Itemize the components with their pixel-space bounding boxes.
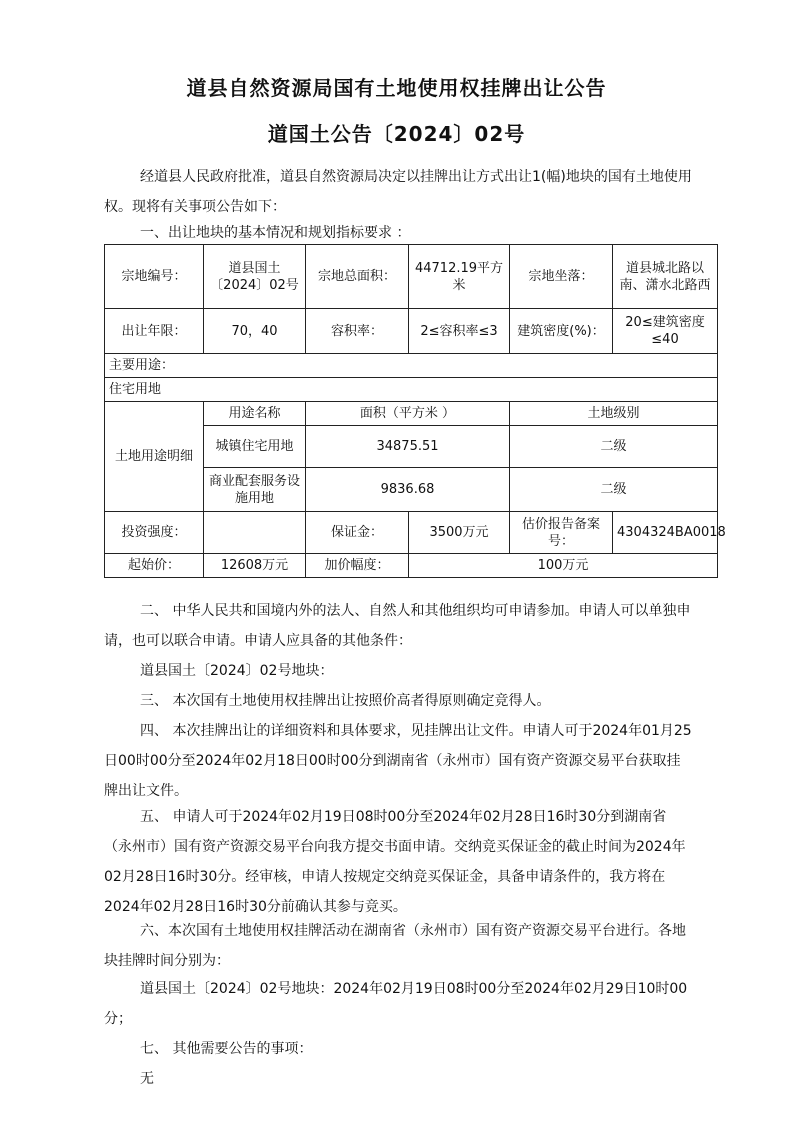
section-6-paragraph xyxy=(104,916,694,976)
section-5-paragraph xyxy=(104,802,694,922)
investment-label: 投资强度： xyxy=(105,512,204,554)
section-7-text: 七、 其他需要公告的事项： xyxy=(140,1041,313,1057)
section-4-paragraph xyxy=(104,716,694,806)
location-label: 宗地坐落： xyxy=(510,245,613,309)
table-row xyxy=(105,402,718,426)
land-info-table xyxy=(104,244,726,578)
detail-use-area: 34875.51 xyxy=(306,426,510,468)
main-use-label: 主要用途： xyxy=(105,354,718,378)
intro-paragraph xyxy=(104,162,694,222)
table-row xyxy=(105,354,718,378)
detail-header-area: 面积（平方米 ） xyxy=(306,402,510,426)
increment-label: 加价幅度： xyxy=(306,554,409,578)
section-6-text: 六、本次国有土地使用权挂牌活动在湖南省（永州市）国有资产资源交易平台进行。各地块挂牌时间分别为： xyxy=(104,923,686,969)
section-7-value xyxy=(104,1064,694,1094)
term-value: 70，40 xyxy=(204,309,306,354)
detail-use-area: 9836.68 xyxy=(306,468,510,512)
density-label: 建筑密度(%)： xyxy=(510,309,613,354)
section-2-item-text: 道县国土〔2024〕02号地块： xyxy=(140,663,334,679)
section-5-text: 五、 申请人可于2024年02月19日08时00分至2024年02月28日16时30分到湖南省（永州市）国有资产资源交易平台向我方提交书面申请。交纳竞买保证金的截止时间为2024年02月28日16时30分。经审核，申请人按规定交纳竞买保证金，具备申请条件的，我方将在2024年02月28日16时30分前确认其参与竞买。 xyxy=(104,809,686,915)
total-area-value: 44712.19平方米 xyxy=(409,245,510,309)
detail-header-name: 用途名称 xyxy=(204,402,306,426)
table-row xyxy=(105,378,718,402)
density-value: 20≤建筑密度≤40 xyxy=(613,309,718,354)
far-value: 2≤容积率≤3 xyxy=(409,309,510,354)
term-label: 出让年限： xyxy=(105,309,204,354)
intro-text: 经道县人民政府批准，道县自然资源局决定以挂牌出让方式出让1(幅)地块的国有土地使用权。现将有关事项公告如下： xyxy=(104,169,692,215)
deposit-value: 3500万元 xyxy=(409,512,510,554)
table-row xyxy=(105,512,718,554)
section-6-item xyxy=(104,974,694,1034)
increment-value: 100万元 xyxy=(409,554,718,578)
main-use-value: 住宅用地 xyxy=(105,378,718,402)
deposit-label: 保证金： xyxy=(306,512,409,554)
valuation-report-value: 4304324BA0018 xyxy=(613,512,718,554)
start-price-label: 起始价： xyxy=(105,554,204,578)
section-3-text: 三、 本次国有土地使用权挂牌出让按照价高者得原则确定竞得人。 xyxy=(140,693,551,709)
section-2-paragraph xyxy=(104,596,694,656)
document-number: 道国土公告〔2024〕02号 xyxy=(267,122,526,146)
detail-header-grade: 土地级别 xyxy=(510,402,718,426)
detail-use-name: 商业配套服务设施用地 xyxy=(204,468,306,512)
location-value: 道县城北路以南、潇水北路西 xyxy=(613,245,718,309)
total-area-label: 宗地总面积： xyxy=(306,245,409,309)
valuation-report-label: 估价报告备案号： xyxy=(510,512,613,554)
section-2-item xyxy=(104,656,694,686)
detail-use-grade: 二级 xyxy=(510,468,718,512)
document-title: 道县自然资源局国有土地使用权挂牌出让公告 xyxy=(186,76,607,100)
section-7-value-text: 无 xyxy=(140,1071,154,1087)
table-row xyxy=(105,245,718,309)
section-7-paragraph xyxy=(104,1034,694,1064)
detail-use-grade: 二级 xyxy=(510,426,718,468)
far-label: 容积率： xyxy=(306,309,409,354)
detail-use-name: 城镇住宅用地 xyxy=(204,426,306,468)
table-row xyxy=(105,309,718,354)
section-4-text: 四、 本次挂牌出让的详细资料和具体要求，见挂牌出让文件。申请人可于2024年01月25日00时00分至2024年02月18日00时00分到湖南省（永州市）国有资产资源交易平台获取挂牌出让文件。 xyxy=(104,723,692,799)
table-row xyxy=(105,554,718,578)
start-price-value: 12608万元 xyxy=(204,554,306,578)
parcel-code-value: 道县国土〔2024〕02号 xyxy=(204,245,306,309)
section-6-item-text: 道县国土〔2024〕02号地块：2024年02月19日08时00分至2024年02月29日10时00分； xyxy=(104,981,688,1027)
investment-value xyxy=(204,512,306,554)
section-2-text: 二、 中华人民共和国境内外的法人、自然人和其他组织均可申请参加。申请人可以单独申请，也可以联合申请。申请人应具备的其他条件： xyxy=(104,603,691,649)
section-1-text: 一、出让地块的基本情况和规划指标要求 ： xyxy=(140,225,411,241)
land-use-detail-label: 土地用途明细 xyxy=(105,402,204,512)
parcel-code-label: 宗地编号： xyxy=(105,245,204,309)
section-3-paragraph xyxy=(104,686,694,716)
